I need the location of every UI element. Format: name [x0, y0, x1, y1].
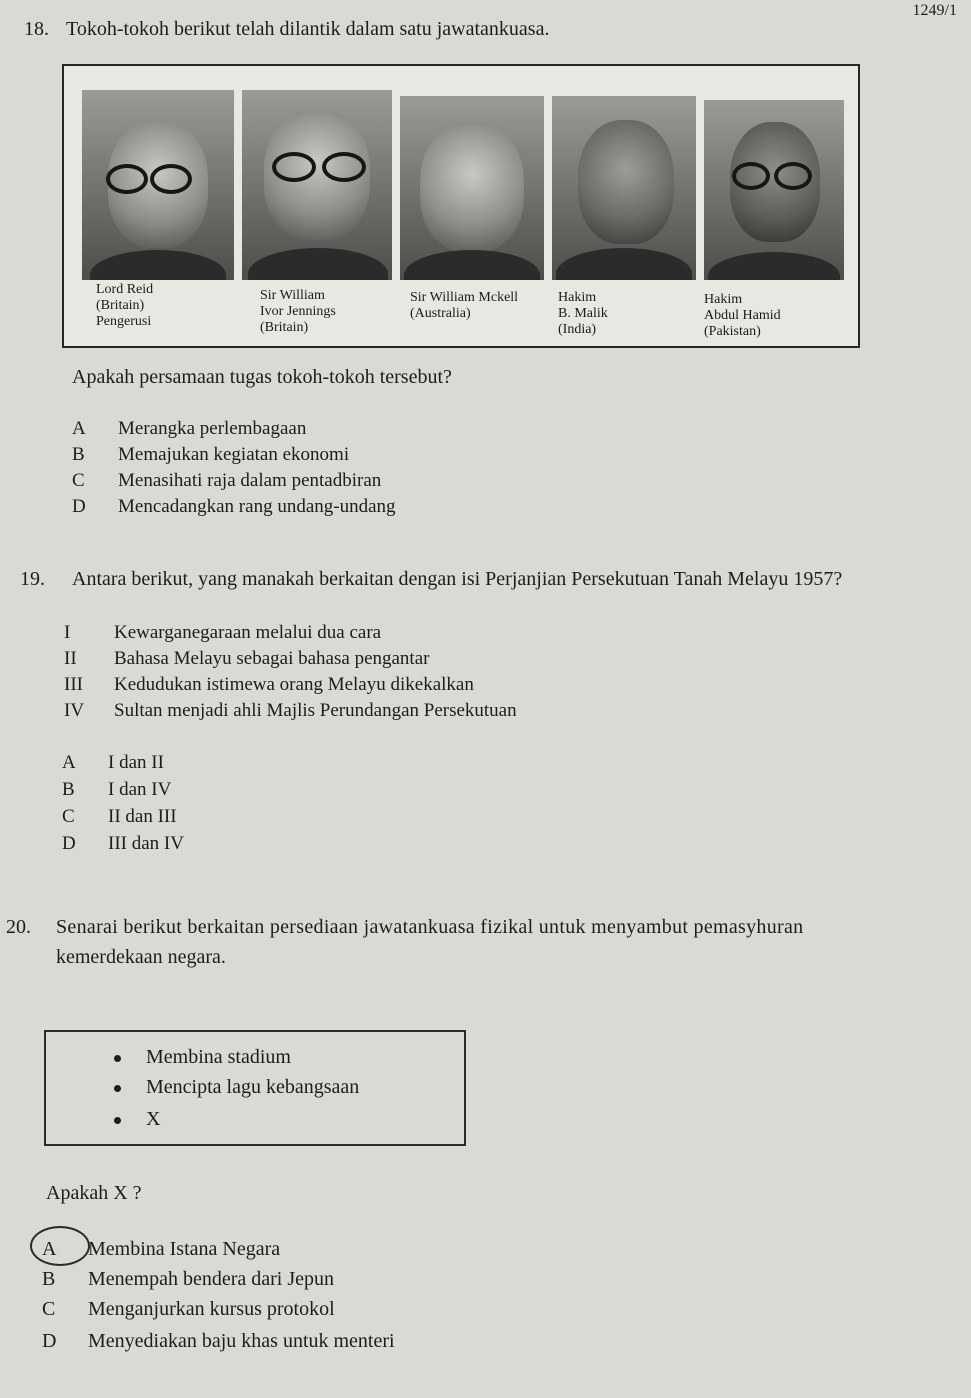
list-item: X — [146, 1108, 160, 1131]
q19-statement-iii: III Kedudukan istimewa orang Melayu dikekalkan — [64, 674, 474, 695]
q20-option-b[interactable]: B Menempah bendera dari Jepun — [42, 1268, 335, 1290]
question-19-number: 19. — [20, 568, 45, 590]
paper-code: 1249/1 — [912, 2, 957, 19]
q18-option-c[interactable]: C Menasihati raja dalam pentadbiran — [72, 470, 382, 491]
q19-statement-iv: IV Sultan menjadi ahli Majlis Perundangan Persekutuan — [64, 700, 517, 721]
q18-option-a[interactable]: A Merangka perlembagaan — [72, 418, 307, 439]
question-20-prompt: Apakah X ? — [46, 1182, 142, 1204]
q20-option-d[interactable]: D Menyediakan baju khas untuk menteri — [42, 1330, 395, 1352]
bullet-icon — [114, 1117, 121, 1124]
list-item: Membina stadium — [146, 1046, 291, 1069]
caption-abdul-hamid: Hakim Abdul Hamid (Pakistan) — [704, 292, 781, 339]
list-item: Mencipta lagu kebangsaan — [146, 1076, 359, 1099]
question-20-stem-line2: kemerdekaan negara. — [56, 946, 226, 968]
caption-william-mckell: Sir William Mckell (Australia) — [410, 290, 519, 321]
portrait-b-malik — [552, 96, 696, 280]
glasses-icon — [106, 164, 148, 194]
q20-list-box — [44, 1030, 466, 1146]
q19-statement-ii: II Bahasa Melayu sebagai bahasa pengantar — [64, 648, 430, 669]
question-20-number: 20. — [6, 916, 31, 938]
caption-ivor-jennings: Sir William Ivor Jennings (Britain) — [260, 288, 336, 335]
question-18-number: 18. — [24, 18, 49, 40]
question-19-stem: Antara berikut, yang manakah berkaitan dengan isi Perjanjian Persekutuan Tanah Melayu 1957? — [72, 568, 843, 590]
q19-option-d[interactable]: D III dan IV — [62, 833, 184, 854]
q20-option-a[interactable]: A Membina Istana Negara — [42, 1238, 281, 1260]
portrait-abdul-hamid — [704, 100, 844, 280]
caption-lord-reid: Lord Reid (Britain) Pengerusi — [96, 282, 154, 329]
q19-statement-i: I Kewarganegaraan melalui dua cara — [64, 622, 382, 643]
portrait-panel — [62, 64, 860, 348]
bullet-icon — [114, 1085, 121, 1092]
q19-option-b[interactable]: B I dan IV — [62, 779, 172, 800]
portrait-william-mckell — [400, 96, 544, 280]
portrait-lord-reid — [82, 90, 234, 280]
question-20-stem-line1: Senarai berikut berkaitan persediaan jawatankuasa fizikal untuk menyambut pemasyhuran — [56, 916, 804, 938]
portrait-ivor-jennings — [242, 90, 392, 280]
q18-option-b[interactable]: B Memajukan kegiatan ekonomi — [72, 444, 350, 465]
bullet-icon — [114, 1055, 121, 1062]
caption-b-malik: Hakim B. Malik (India) — [558, 290, 608, 337]
q19-option-a[interactable]: A I dan II — [62, 752, 164, 773]
question-18-prompt: Apakah persamaan tugas tokoh-tokoh tersebut? — [72, 366, 452, 388]
q18-option-d[interactable]: D Mencadangkan rang undang-undang — [72, 496, 396, 517]
q19-option-c[interactable]: C II dan III — [62, 806, 177, 827]
q20-option-c[interactable]: C Menganjurkan kursus protokol — [42, 1298, 335, 1320]
question-18-stem: Tokoh-tokoh berikut telah dilantik dalam satu jawatankuasa. — [66, 18, 550, 40]
